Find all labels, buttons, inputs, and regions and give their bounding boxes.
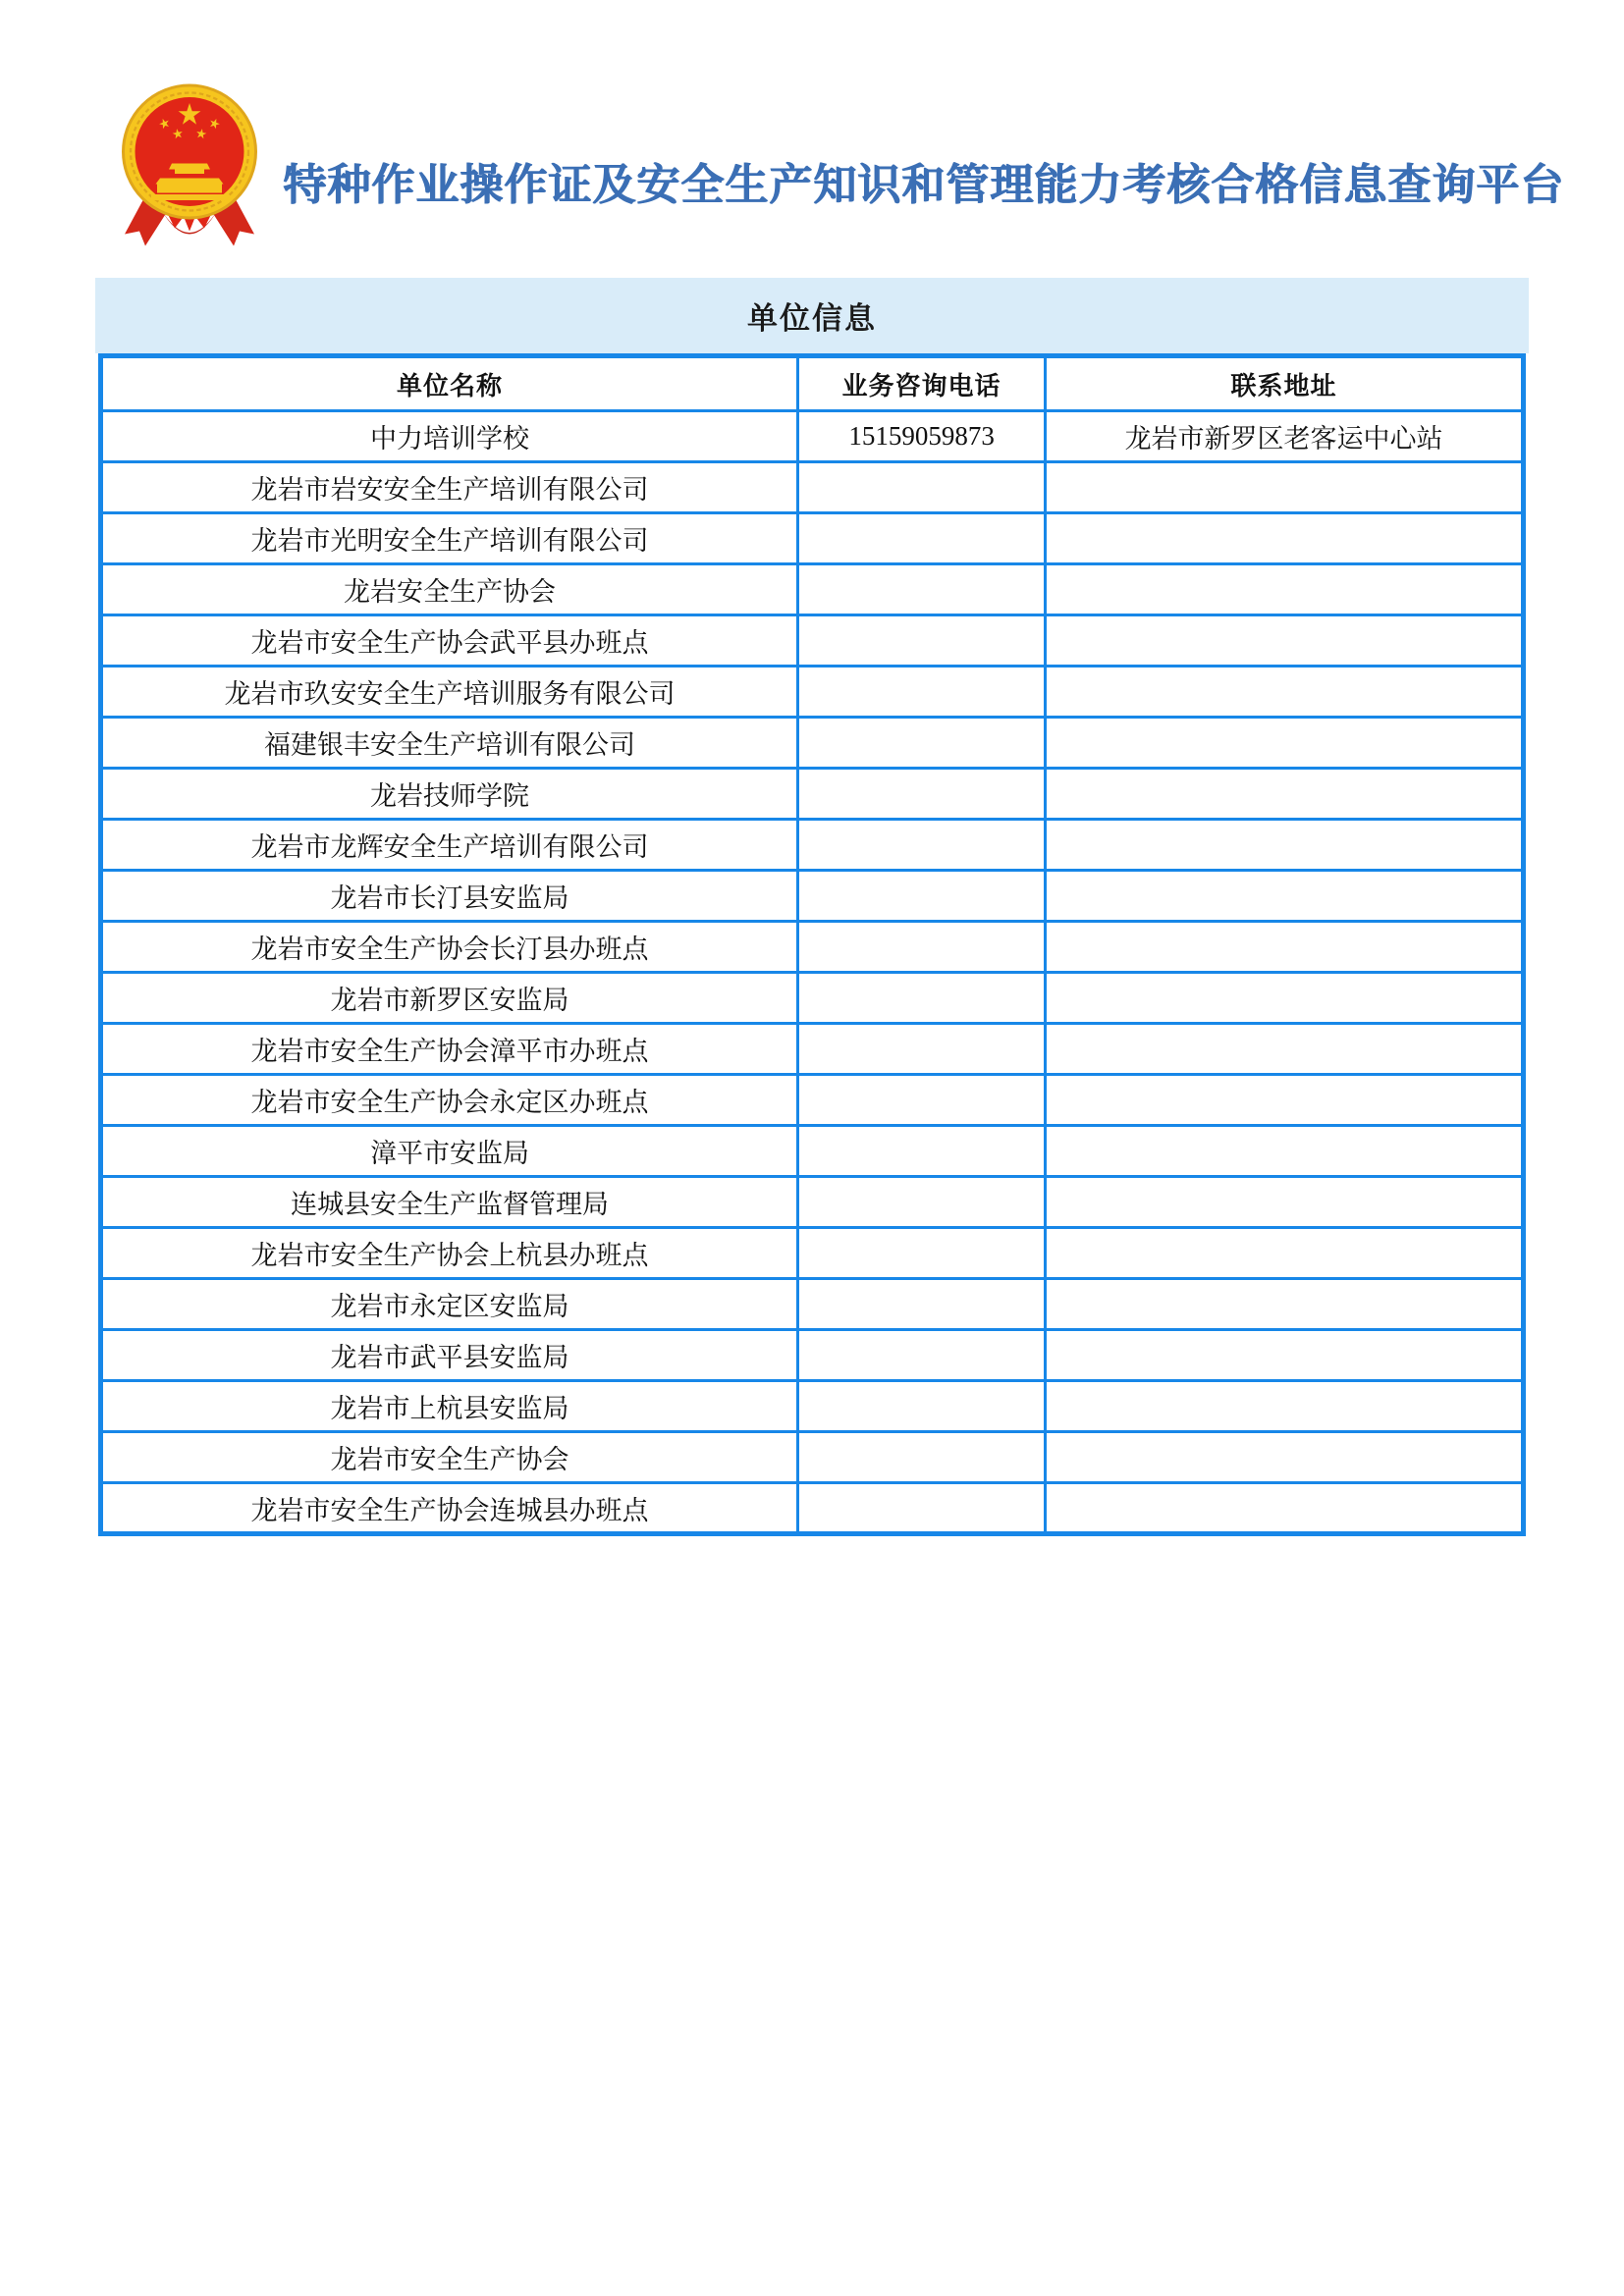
address-cell xyxy=(1046,871,1524,922)
phone-cell xyxy=(798,513,1046,564)
table-row xyxy=(101,1177,1524,1228)
unit-name-cell: 龙岩市上杭县安监局 xyxy=(101,1381,798,1432)
address-cell xyxy=(1046,820,1524,871)
table-row xyxy=(101,462,1524,513)
col-header-phone: 业务咨询电话 xyxy=(798,356,1046,411)
address-cell xyxy=(1046,615,1524,667)
unit-name-cell: 龙岩市安全生产协会武平县办班点 xyxy=(101,615,798,667)
address-cell xyxy=(1046,922,1524,973)
unit-name-cell: 龙岩市安全生产协会上杭县办班点 xyxy=(101,1228,798,1279)
unit-name-cell: 龙岩市安全生产协会长汀县办班点 xyxy=(101,922,798,973)
table-row xyxy=(101,769,1524,820)
address-cell xyxy=(1046,667,1524,718)
table-row xyxy=(101,973,1524,1024)
address-cell xyxy=(1046,513,1524,564)
unit-name-cell: 龙岩市安全生产协会漳平市办班点 xyxy=(101,1024,798,1075)
address-cell xyxy=(1046,769,1524,820)
table-row xyxy=(101,411,1524,462)
address-cell xyxy=(1046,1483,1524,1534)
phone-cell xyxy=(798,1330,1046,1381)
phone-cell xyxy=(798,667,1046,718)
phone-cell xyxy=(798,871,1046,922)
address-cell: 龙岩市新罗区老客运中心站 xyxy=(1046,411,1524,462)
phone-cell xyxy=(798,718,1046,769)
table-row xyxy=(101,1381,1524,1432)
phone-cell xyxy=(798,1075,1046,1126)
table-row xyxy=(101,871,1524,922)
table-row xyxy=(101,1483,1524,1534)
site-header xyxy=(0,0,1624,275)
phone-cell xyxy=(798,1432,1046,1483)
table-row xyxy=(101,1024,1524,1075)
unit-name-cell: 龙岩市龙辉安全生产培训有限公司 xyxy=(101,820,798,871)
address-cell xyxy=(1046,1126,1524,1177)
unit-name-cell: 龙岩市永定区安监局 xyxy=(101,1279,798,1330)
table-row xyxy=(101,1228,1524,1279)
address-cell xyxy=(1046,564,1524,615)
address-cell xyxy=(1046,1381,1524,1432)
phone-cell xyxy=(798,1279,1046,1330)
table-row xyxy=(101,1126,1524,1177)
unit-name-cell: 龙岩市安全生产协会永定区办班点 xyxy=(101,1075,798,1126)
phone-cell xyxy=(798,820,1046,871)
address-cell xyxy=(1046,1228,1524,1279)
table-row xyxy=(101,1279,1524,1330)
table-row xyxy=(101,820,1524,871)
address-cell xyxy=(1046,1177,1524,1228)
phone-cell xyxy=(798,922,1046,973)
unit-name-cell: 龙岩市光明安全生产培训有限公司 xyxy=(101,513,798,564)
phone-cell xyxy=(798,1483,1046,1534)
unit-name-cell: 连城县安全生产监督管理局 xyxy=(101,1177,798,1228)
phone-cell: 15159059873 xyxy=(798,411,1046,462)
phone-cell xyxy=(798,564,1046,615)
unit-name-cell: 龙岩市安全生产协会连城县办班点 xyxy=(101,1483,798,1534)
address-cell xyxy=(1046,1075,1524,1126)
address-cell xyxy=(1046,718,1524,769)
address-cell xyxy=(1046,1024,1524,1075)
site-title: 特种作业操作证及安全生产知识和管理能力考核合格信息查询平台 xyxy=(283,161,1564,209)
phone-cell xyxy=(798,769,1046,820)
unit-name-cell: 龙岩市武平县安监局 xyxy=(101,1330,798,1381)
unit-name-cell: 龙岩市岩安安全生产培训有限公司 xyxy=(101,462,798,513)
unit-name-cell: 龙岩安全生产协会 xyxy=(101,564,798,615)
col-header-unit-name: 单位名称 xyxy=(101,356,798,411)
unit-name-cell: 龙岩技师学院 xyxy=(101,769,798,820)
phone-cell xyxy=(798,1024,1046,1075)
section-title: 单位信息 xyxy=(747,301,877,336)
phone-cell xyxy=(798,1177,1046,1228)
unit-name-cell: 龙岩市新罗区安监局 xyxy=(101,973,798,1024)
unit-name-cell: 龙岩市长汀县安监局 xyxy=(101,871,798,922)
section-title-band xyxy=(95,278,1529,353)
table-row xyxy=(101,667,1524,718)
col-header-address: 联系地址 xyxy=(1046,356,1524,411)
address-cell xyxy=(1046,973,1524,1024)
phone-cell xyxy=(798,1228,1046,1279)
address-cell xyxy=(1046,1279,1524,1330)
national-emblem-icon xyxy=(116,80,263,255)
unit-name-cell: 福建银丰安全生产培训有限公司 xyxy=(101,718,798,769)
address-cell xyxy=(1046,1330,1524,1381)
table-row xyxy=(101,1075,1524,1126)
unit-name-cell: 中力培训学校 xyxy=(101,411,798,462)
unit-info-table xyxy=(98,353,1526,1536)
unit-name-cell: 龙岩市玖安安全生产培训服务有限公司 xyxy=(101,667,798,718)
phone-cell xyxy=(798,615,1046,667)
unit-name-cell: 漳平市安监局 xyxy=(101,1126,798,1177)
phone-cell xyxy=(798,973,1046,1024)
table-row xyxy=(101,1330,1524,1381)
table-row xyxy=(101,922,1524,973)
table-row xyxy=(101,564,1524,615)
table-row xyxy=(101,513,1524,564)
address-cell xyxy=(1046,1432,1524,1483)
table-row xyxy=(101,615,1524,667)
table-header-row xyxy=(101,356,1524,411)
address-cell xyxy=(1046,462,1524,513)
table-row xyxy=(101,1432,1524,1483)
phone-cell xyxy=(798,462,1046,513)
table-row xyxy=(101,718,1524,769)
unit-name-cell: 龙岩市安全生产协会 xyxy=(101,1432,798,1483)
phone-cell xyxy=(798,1381,1046,1432)
phone-cell xyxy=(798,1126,1046,1177)
